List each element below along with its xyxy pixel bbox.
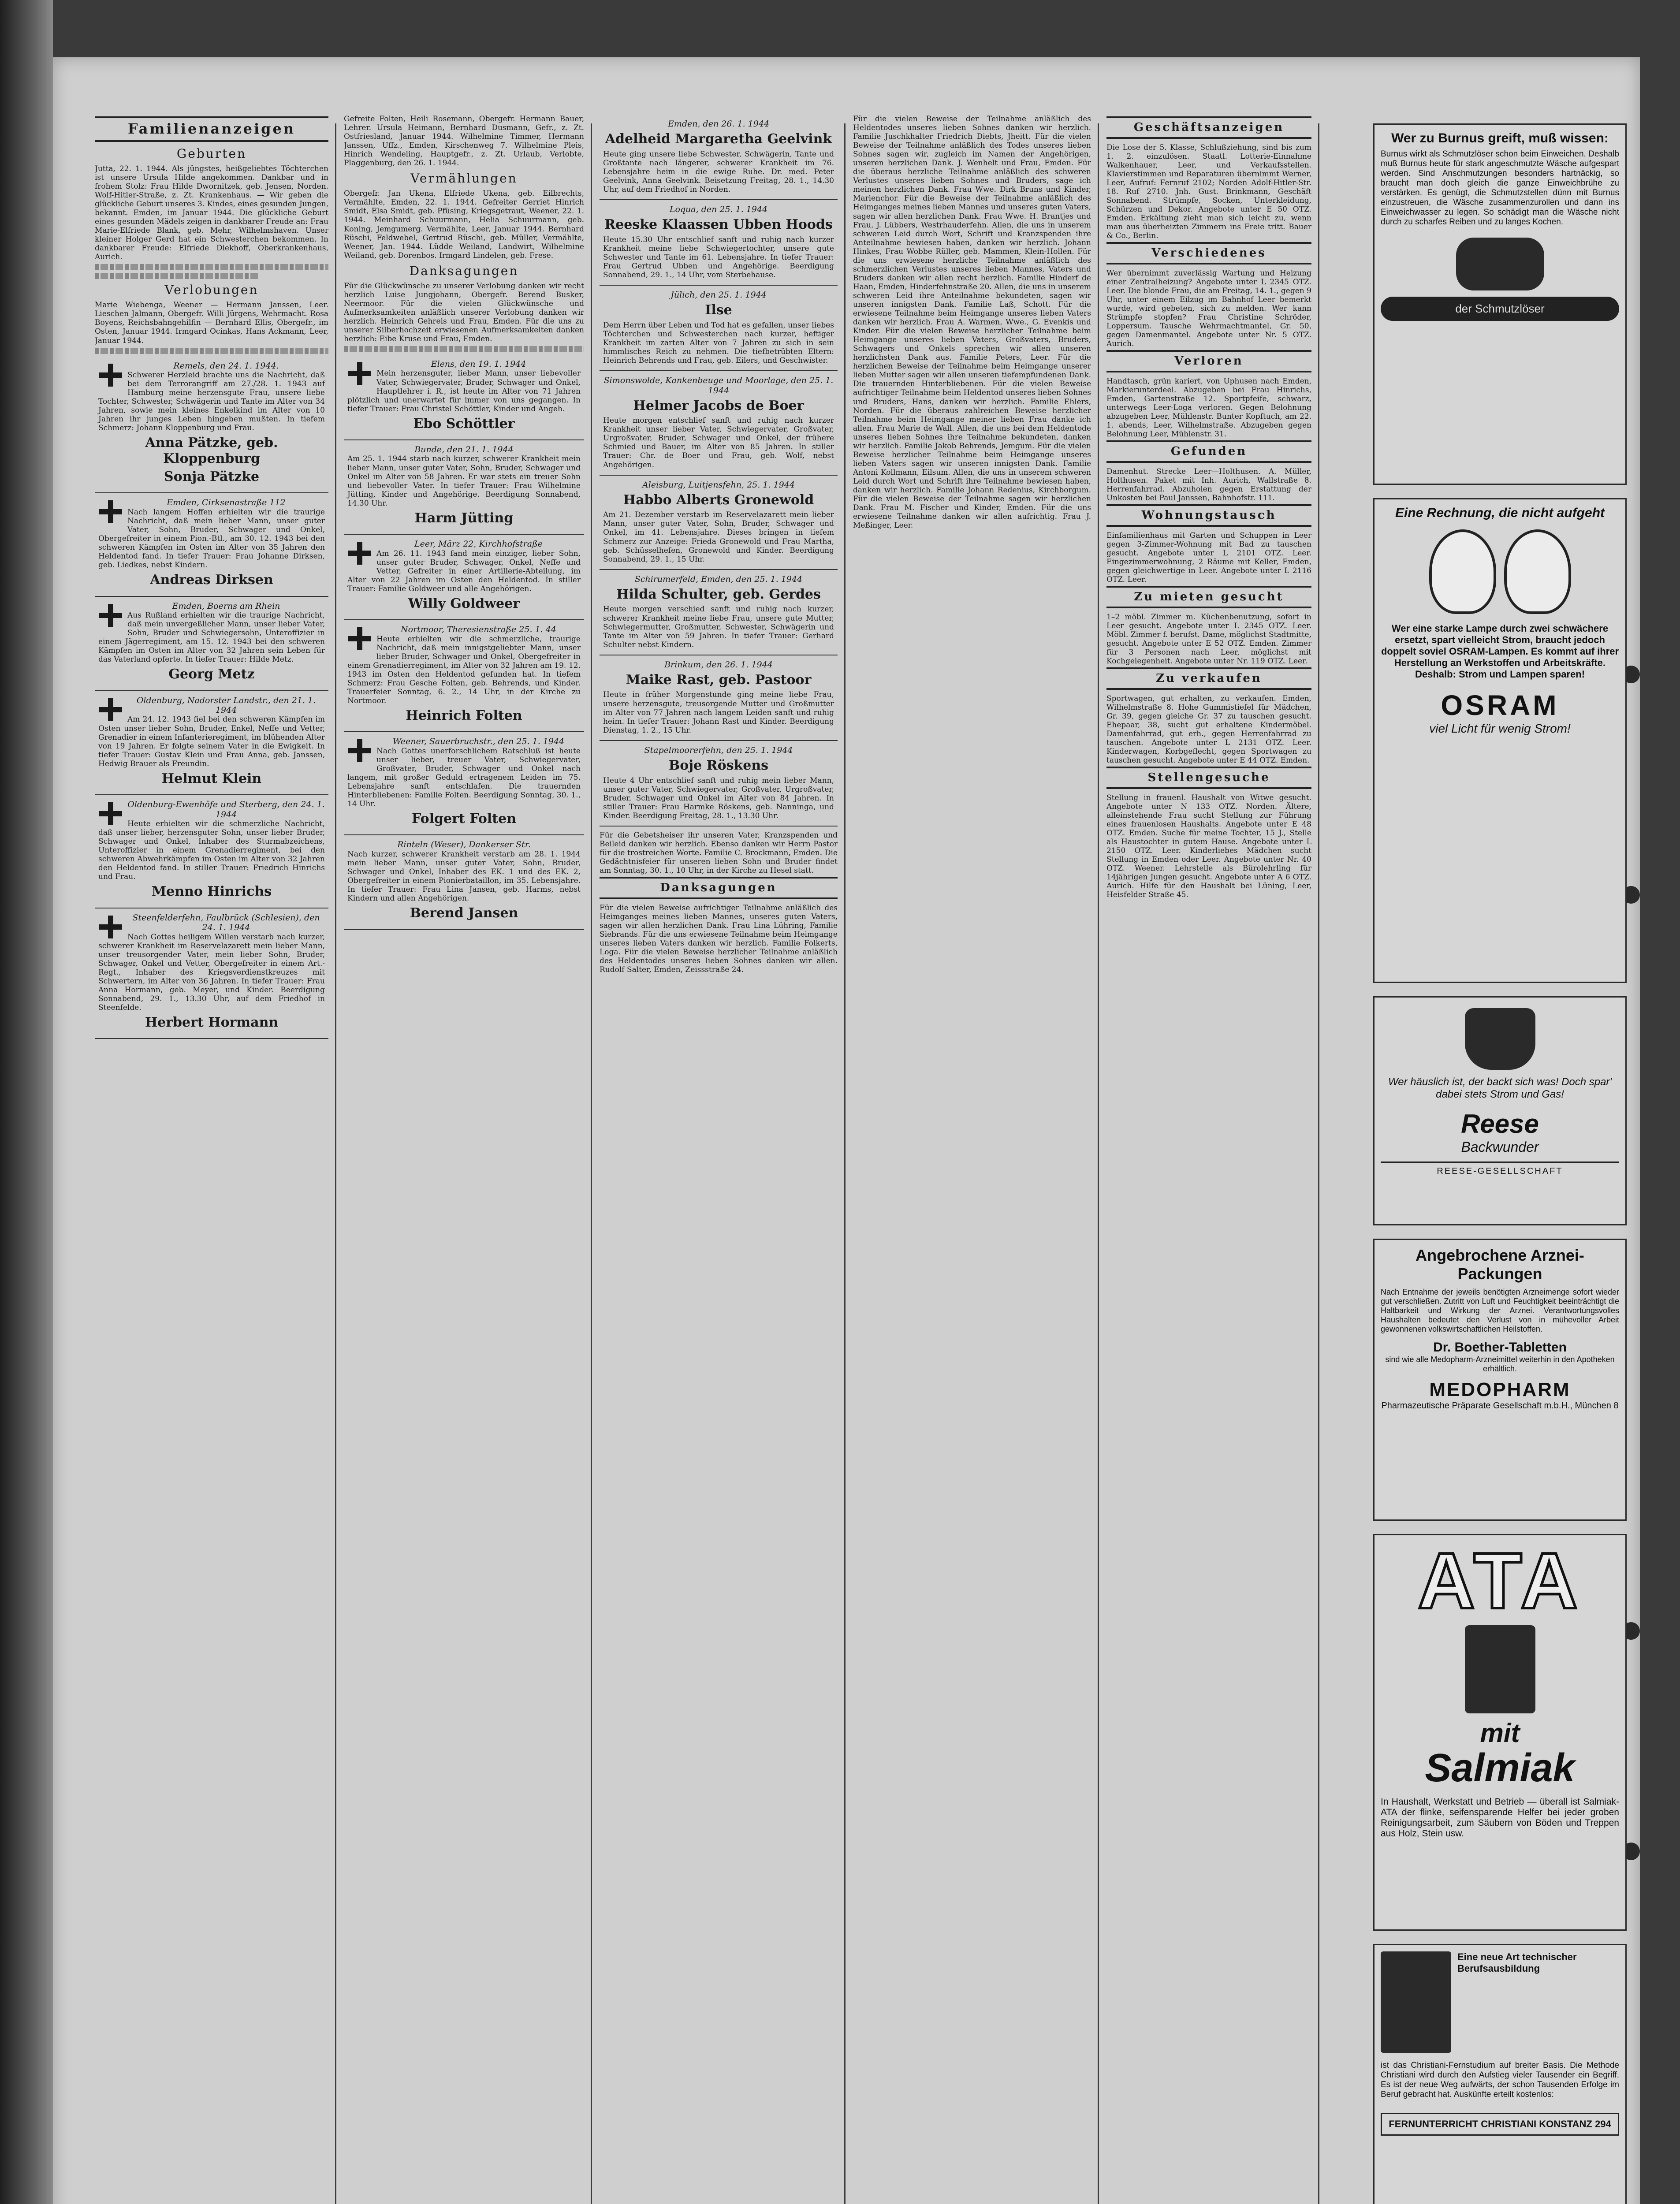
death-notice (600, 286, 838, 371)
housing-text: Einfamilienhaus mit Garten und Schuppen in Leer gegen 3-Zimmer-Wohnung mit Bad zu tauschen gesucht. Angebote unter L 2101 OTZ. Leer. Eingezimmerwohnung, 2 Räume mit Keller, Emden, gegen gleichwertige in Leer. Angebote unter L 2116 OTZ. Leer. (1106, 531, 1311, 585)
business-text: Die Lose der 5. Klasse, Schlußziehung, sind bis zum 1. 2. einzulösen. Staatl. Lotterie-Einnahme Walkenhauer, Leer, und Verkaufsstellen. Klavierstimmen und Reparaturen übernimmt Werner, Leer, Aufruf: Fernruf 2102; Norden Adolf-Hitler-Str. 18. Ruf 2710. Jnh. Gust. Brinkmann, Geschäft Sonnabend. Strümpfe, Socken, Unterkleidung, Schürzen und Dekor. Angebote unter E 50 OTZ. Emden. Erkältung zieht man sich leicht zu, wenn man aus überheizten Zimmern ins Freie tritt. Bauer & Co., Berlin. (1106, 143, 1311, 241)
notice-place: Emden, Cirksenastraße 112 (167, 498, 286, 508)
notice-text: Nach Gottes unerforschlichem Ratschluß ist heute unser lieber, treuer Vater, Schwiegervater, Großvater, Bruder, Schwager und Onkel nach langem, mit großer Geduld ertragenem Leiden im 75. Lebensjahre sanft entschlafen. Die trauernden Hinterbliebenen: Familie Folten. Beerdigung Sonntag, 30. 1., 14 Uhr. (347, 746, 581, 809)
bulb-icon (1504, 529, 1571, 614)
notice-text: Schwerer Herzleid brachte uns die Nachricht, daß bei dem Terrorangriff am 27./28. 1. 1943 auf Hamburg meine herzensgute Frau, unsere liebe Tochter, Schwester, Schwägerin und Tante im Alter von 34 Jahren, sowie mein kleines Enkelkind im Alter von 10 Jahren ihr junges Leben hingeben mußten. In tiefem Schmerz: Johann Kloppenburg und Frau. (98, 370, 325, 433)
death-notice (344, 535, 584, 620)
column-rule (335, 123, 336, 2204)
notice-text: Heute erhielten wir die schmerzliche Nachricht, daß unser lieber, herzensguter Sohn, unser lieber Bruder, Schwager und Onkel, Inhaber des Sturmabzeichens, Unteroffizier in einem Grenadierregiment, bei den schweren Abwehrkämpfen im Osten im Alter von 32 Jahren den Heldentod fand. In stiller Trauer: Friedrich Hinrichs und Frau. (98, 819, 325, 882)
sell-text: Sportwagen, gut erhalten, zu verkaufen. Emden, Wilhelmstraße 8. Hohe Gummistiefel für Mädchen, Gr. 39, gegen gleiche Gr. 37 zu tauschen gesucht. Ehepaar, 38, sucht gut erhaltene Kindermöbel. Damenfahrrad, gut erh., gegen Herrenfahrrad zu tauschen. Angebote unter L 2131 OTZ. Leer. Kinderwagen, Korbgeflecht, gegen Sportwagen zu tauschen gesucht. Angebote unter E 44 OTZ. Emden. (1106, 694, 1311, 765)
notice-name: Herbert Hormann (145, 1014, 279, 1030)
reese-ad (1373, 996, 1627, 1225)
births-title: Geburten (176, 146, 247, 161)
notice-text: Heute morgen entschlief sanft und ruhig nach kurzer Krankheit unser lieber Vater, Schwiegervater, Großvater, Urgroßvater, Bruder, Schwager und Onkel, der frühere Schmied und Bauer, im Alter von 85 Jahren. In stiller Trauer: Chr. de Boer und Frau, geb. Wolf, nebst Angehörigen. (603, 416, 834, 469)
death-notice (600, 476, 838, 570)
column-rule (1098, 123, 1099, 2204)
births-text: Jutta, 22. 1. 1944. Als jüngstes, heißgeliebtes Töchterchen ist unsere Ursula Hilde angekommen. Dankbar und in frohem Stolz: Frau Hilde Dwornitzek, geb. Jensen, Norden. Wolf-Hitler-Straße, z. Zt. Krankenhaus. — Wir geben die glückliche Geburt unseres 3. Kindes, eines gesunden Jungen, bekannt. Emden, im Januar 1944. Die glückliche Geburt eines gesunden Mädels zeigen in dankbarer Freude an: Frau Marie-Elfriede Blank, geb. Mehr, Wilhelmshaven. Unser kleiner Holger Gerd hat ein Schwesterchen bekommen. In dankbarer Freude: Elfriede Diekhoff, Oberkrankenhaus, Aurich. (95, 164, 328, 262)
death-notice (600, 371, 838, 475)
death-notice (600, 741, 838, 826)
column-3 (600, 115, 838, 2204)
section-title: Familienanzeigen (95, 116, 328, 142)
notice-name: Helmut Klein (161, 771, 262, 786)
death-notice (600, 115, 838, 200)
ad-body: Burnus wirkt als Schmutzlöser schon beim Einweichen. Deshalb muß Burnus heute für stark angeschmutzte Wäsche aufgespart werden. Sind Anschmutzungen besonders hartnäckig, so braucht man doch gleich die ganze Einweichbrühe zu verstärken. Es genügt, die Schmutzstellen dünn mit Burnus einzustreuen, die Wäsche zusammenzurollen und dann ins Einweichwasser zu legen. So schädigt man die Wäsche nicht durch zu scharfes Reiben und zu langes Kochen. (1381, 149, 1619, 227)
osram-ad (1373, 498, 1627, 983)
notice-text: Am 21. Dezember verstarb im Reservelazarett mein lieber Mann, unser guter Vater, Sohn, Bruder, Schwager und Onkel, im 41. Lebensjahre. Dieses bringen in tiefem Schmerz zur Anzeige: Frieda Gronewold und Frau Martha, geb. Schüsselhefen, Gronewold und Kinder. Beerdigung Sonnabend, 29. 1., 15 Uhr. (603, 510, 834, 564)
notice-text: Heute 4 Uhr entschlief sanft und ruhig mein lieber Mann, unser guter Vater, Schwiegervater, Großvater, Urgroßvater, Bruder, Schwager und Onkel im Alter von 84 Jahren. In stiller Trauer: Frau Harmke Röskens, geb. Nanninga, und Kinder. Beerdigung Freitag, 28. 1., 13.30 Uhr. (603, 776, 834, 820)
notice-place: Steenfelderfehn, Faulbrück (Schlesien), den 24. 1. 1944 (132, 912, 320, 933)
death-notice (600, 570, 838, 655)
thanks-title: Danksagungen (409, 263, 519, 278)
ad-body: In Haushalt, Werkstatt und Betrieb — überall ist Salmiak-ATA der flinke, seifensparende Helfer bei jeder groben Reinigungsarbeit, zum Säubern von Böden und Treppen aus Holz, Stein usw. (1381, 1797, 1619, 1839)
notice-name: Willy Goldweer (408, 596, 520, 611)
notice-text: Am 25. 1. 1944 starb nach kurzer, schwerer Krankheit mein lieber Mann, unser guter Vater, Sohn, Bruder, Schwager und Onkel im Alter von 58 Jahren. Er war stets ein treuer Sohn und liebevoller Vater. In tiefer Trauer: Frau Wilhelmine Jütting, Kinder und Angehörige. Beerdigung Sonnabend, 14.30 Uhr. (347, 454, 581, 508)
notice-name: Anna Pätzke, geb. Kloppenburg (145, 435, 278, 466)
notice-text: Nach langem Hoffen erhielten wir die traurige Nachricht, daß mein lieber Mann, unser guter Vater, Sohn, Bruder, Schwager und Onkel, Obergefreiter in einem Pion.-Btl., am 30. 12. 1943 bei den schweren Kämpfen im Osten im Alter von 35 Jahren den Heldentod fand. In tiefer Trauer: Frau Johanne Dirksen, geb. Liedkes, nebst Kindern. (98, 507, 325, 570)
ad-subtitle: Backwunder (1461, 1139, 1539, 1155)
notice-place: Leer, März 22, Kirchhofstraße (414, 539, 543, 549)
notice-place: Remels, den 24. 1. 1944. (173, 361, 279, 371)
lost-title: Verloren (1106, 350, 1311, 372)
notice-place: Elens, den 19. 1. 1944 (431, 359, 526, 369)
engagements-title: Verlobungen (164, 283, 259, 298)
notice-text: Aus Rußland erhielten wir die traurige Nachricht, daß mein unvergeßlicher Mann, unser lieber Vater, Sohn, Bruder und Schwiegersohn, Unteroffizier in einem Jägerregiment, am 15. 12. 1943 bei den schweren Kämpfen im Osten im Alter von 32 Jahren sein Leben für das Vaterland opferte. In tiefer Trauer: Hilde Metz. (98, 611, 325, 664)
ata-logo: ATA (1417, 1537, 1583, 1625)
notice-text: Heute in früher Morgenstunde ging meine liebe Frau, unsere herzensgute, treusorgende Mutter und Großmutter im Alter von 77 Jahren nach langem Leiden sanft und ruhig heim. In tiefer Trauer: Johann Rast und Kinder. Beerdigung Dienstag, 1. 2., 15 Uhr. (603, 690, 834, 735)
engagements-text: Marie Wiebenga, Weener — Hermann Janssen, Leer. Lieschen Jalmann, Obergefr. Willi Jürgens, Wehrmacht. Rosa Boyens, Reichsbahngehilfin — Bernhard Ellis, Obergefr., im Osten, Januar 1944. Irmgard Ocinkas, Hans Ackmann, Leer, Januar 1944. (95, 301, 328, 345)
rent-title: Zu mieten gesucht (1106, 586, 1311, 608)
notice-place: Emden, Boerns am Rhein (172, 601, 280, 611)
notice-text: Heute morgen verschied sanft und ruhig nach kurzer, schwerer Krankheit meine liebe Frau, unsere gute Mutter, Schwiegermutter, Großmutter, Schwester, Schwägerin und Tante im Alter von 59 Jahren. In tiefer Trauer: Gerhard Schulter nebst Kindern. (603, 605, 834, 649)
death-notice (95, 493, 328, 596)
ad-headline: Eine neue Art technischer Berufsausbildung (1457, 1951, 1577, 1974)
jobs-text: Stellung in frauenl. Haushalt von Witwe gesucht. Angebote unter N 133 OTZ. Norden. Ältere, alleinstehende Frau sucht Stellung zur Führung eines frauenlosen Haushalts. Angebote unter E 48 OTZ. Emden. Suche für meine Tochter, 15 J., Stelle als Haustochter in gutem Hause. Angebote unter L 2150 OTZ. Leer. Kinderliebes Mädchen sucht Stellung in Emden oder Leer. Angebote unter Nr. 40 OTZ. Weener. Lehrstelle als Bürolehrling für 14jährigen Jungen gesucht. Angebote unter A 6 OTZ. Aurich. Hilfe für den Haushalt bei Lüning, Leer, Heisfelder Straße 45. (1106, 793, 1311, 900)
notice-place: Emden, den 26. 1. 1944 (667, 119, 770, 129)
bulb-icon (1429, 529, 1496, 614)
notice-place: Nortmoor, Theresienstraße 25. 1. 44 (401, 625, 556, 635)
christiani-ad (1373, 1944, 1627, 2204)
iron-cross-icon (98, 499, 123, 524)
notice-place: Weener, Sauerbruchstr., den 25. 1. 1944 (392, 737, 565, 747)
notice-text: Dem Herrn über Leben und Tod hat es gefallen, unser liebes Töchterchen und Schwesterchen nach kurzer, heftiger Krankheit im zarten Alter von 7 Jahren zu sich in sein himmlisches Reich zu nehmen. Die tiefbetrübten Eltern: Heinrich Behrends und Frau, geb. Eilers, und Geschwister. (603, 320, 834, 365)
notice-place: Bunde, den 21. 1. 1944 (414, 445, 514, 455)
notice-text: Mein herzensguter, lieber Mann, unser liebevoller Vater, Schwiegervater, Bruder, Schwager und Onkel, Hauptlehrer i. R., ist heute im Alter von 71 Jahren plötzlich und unerwartet für immer von uns gegangen. In tiefer Trauer: Frau Christel Schöttler, Kinder und Angeh. (347, 369, 581, 413)
notice-place: Brinkum, den 26. 1. 1944 (664, 659, 773, 670)
notice-name: Berend Jansen (410, 905, 518, 921)
notice-name: Helmer Jacobs de Boer (633, 398, 804, 413)
ad-company: Pharmazeutische Präparate Gesellschaft m.b.H., München 8 (1381, 1401, 1619, 1411)
iron-cross-icon (98, 801, 123, 826)
jobs-title: Stellengesuche (1106, 767, 1311, 789)
column-2 (344, 115, 584, 2204)
notice-text: Am 24. 12. 1943 fiel bei den schweren Kämpfen im Osten unser lieber Sohn, Bruder, Enkel, Neffe und Vetter, Grenadier in einem Infanterieregiment, im blühenden Alter von 19 Jahren. Er folgte seinem Vater in die Ewigkeit. In tiefer Trauer: Gustav Klein und Frau Anna, geb. Janssen, Hedwig Brauer als Freundin. (98, 715, 325, 768)
osram-logo: OSRAM (1441, 689, 1559, 721)
iron-cross-icon (347, 626, 372, 651)
column-rule (1318, 123, 1319, 2204)
iron-cross-icon (347, 541, 372, 566)
housing-title: Wohnungstausch (1106, 504, 1311, 527)
cake-pan-icon (1465, 1008, 1535, 1070)
ad-footer: FERNUNTERRICHT CHRISTIANI KONSTANZ 294 (1381, 2113, 1619, 2136)
column-5 (1106, 115, 1311, 2204)
ata-box-icon (1465, 1625, 1535, 1713)
ad-product: Dr. Boether-Tabletten (1433, 1340, 1567, 1355)
thanks-text: Für die Glückwünsche zu unserer Verlobung danken wir recht herzlich Luise Jungjohann, Obergefr. Berend Busker, Neermoor. Für die vielen Glückwünsche und Aufmerksamkeiten anläßlich unserer Verlobung danken wir herzlich. Heinrich Gehrels und Frau, Emden. Für die uns zu unserer Silberhochzeit erwiesenen Aufmerksamkeiten danken herzlich: Eibe Kruse und Frau, Emden. (344, 281, 584, 343)
ad-headline: Eine Rechnung, die nicht aufgeht (1395, 506, 1605, 520)
notice-name: Ebo Schöttler (413, 416, 515, 432)
death-notice (344, 440, 584, 535)
notice-place: Stapelmoorerfehn, den 25. 1. 1944 (644, 745, 793, 755)
column-rule (844, 123, 846, 2204)
notice-place: Aleisburg, Luitjensfehn, 25. 1. 1944 (642, 480, 795, 490)
misc-text: Wer übernimmt zuverlässig Wartung und Heizung einer Zentralheizung? Angebote unter L 2345 OTZ. Leer. Die blonde Frau, die am Freitag, 14. 1., gegen 9 Uhr, unter einem Eilzug im Bahnhof Leer bemerkt wurde, wird gebeten, sich zu melden. Wer kann Strümpfe stopfen? Frau Christine Schröder, Loppersum. Tausche Wehrmachtmantel, Gr. 50, gegen Damenmantel. Angebote unter Nr. 5 OTZ. Aurich. (1106, 268, 1311, 349)
ad-salmiak: Salmiak (1425, 1746, 1575, 1790)
ad-note: sind wie alle Medopharm-Arzneimittel weiterhin in den Apotheken erhältlich. (1385, 1355, 1615, 1373)
notice-name: Reeske Klaassen Ubben Hoods (604, 217, 833, 233)
column-4 (853, 115, 1091, 2204)
rent-text: 1–2 möbl. Zimmer m. Küchenbenutzung, sofort in Leer gesucht. Angebote unter L 2345 OTZ. Leer. Möbl. Zimmer f. berufst. Dame, möglichst Stadtmitte, gesucht. Angebote unter E 52 OTZ. Emden. Zimmer für 3 Personen nach Leer, möglichst mit Kochgelegenheit. Angebote unter Nr. 119 OTZ. Leer. (1106, 612, 1311, 666)
iron-cross-icon (98, 603, 123, 628)
newspaper-page (53, 57, 1640, 2204)
notice-name: Menno Hinrichs (151, 884, 272, 900)
death-notice (95, 795, 328, 908)
notice-name: Heinrich Folten (406, 707, 522, 723)
notice-text: Nach Gottes heiligem Willen verstarb nach kurzer, schwerer Krankheit im Reservelazarett mein lieber Mann, unser treusorgender Vater, mein lieber Sohn, Bruder, Schwager, Onkel und Vetter, Obergefreiter in einem Art.-Regt., Inhaber des Kriegsverdienstkreuzes mit Schwertern, im Alter von 36 Jahren. In tiefer Trauer: Frau Anna Hormann, geb. Meyer, und Kinder. Beerdigung Sonnabend, 29. 1., 13.30 Uhr, auf dem Friedhof in Steenfelde. (98, 932, 325, 1012)
notice-place: Loqua, den 25. 1. 1944 (669, 205, 768, 215)
notice-name: Adelheid Margaretha Geelvink (605, 131, 832, 147)
notice-place: Rinteln (Weser), Dankerser Str. (397, 840, 531, 850)
misc-title: Verschiedenes (1106, 242, 1311, 264)
death-notice (95, 597, 328, 691)
burnus-pack-icon (1456, 238, 1544, 290)
ad-company: REESE-GESELLSCHAFT (1381, 1162, 1619, 1176)
death-notice (344, 620, 584, 732)
medopharm-ad (1373, 1239, 1627, 1521)
iron-cross-icon (98, 697, 123, 722)
notice-text: Heute 15.30 Uhr entschlief sanft und ruhig nach kurzer Krankheit meine liebe Schwiegertochter, unsere gute Schwester und Tante im 61. Lebensjahre. In tiefer Trauer: Frau Gertrud Ubben und Angehörige. Beerdigung Sonnabend, 29. 1., 14 Uhr, vom Sterbehause. (603, 235, 834, 280)
notice-name: Folgert Folten (411, 811, 517, 827)
notice-name: Habbo Alberts Gronewold (623, 492, 814, 508)
ad-mit: mit (1480, 1718, 1520, 1748)
sell-title: Zu verkaufen (1106, 667, 1311, 690)
death-notice (344, 355, 584, 440)
death-notice (344, 732, 584, 835)
notice-name: Harm Jütting (414, 510, 514, 526)
thanks-title: Danksagungen (600, 877, 838, 899)
iron-cross-icon (98, 363, 123, 387)
ad-body: ist das Christiani-Fernstudium auf breiter Basis. Die Methode Christiani wird durch den Aufstieg vieler Tausender ein Begriff. Es ist der neue Weg aufwärts, der schon Tausenden Erfolge im Beruf gebracht hat. Auskünfte erteilt kostenlos: (1381, 2061, 1619, 2099)
burnus-ad (1373, 123, 1627, 485)
notice-name: Maike Rast, geb. Pastoor (626, 672, 812, 688)
lamp-icons (1381, 529, 1619, 614)
ad-slogan: viel Licht für wenig Strom! (1429, 722, 1571, 735)
death-notice (600, 655, 838, 741)
notice-text: Nach kurzer, schwerer Krankheit verstarb am 28. 1. 1944 mein lieber Mann, unser guter Vater, Sohn, Bruder, Schwager und Onkel, Inhaber des EK. 1 und des EK. 2, Obergefreiter in einem Pionierbataillon, im 35. Lebensjahre. In tiefer Trauer: Frau Lina Jansen, geb. Harms, nebst Kindern und allen Angehörigen. (347, 849, 581, 903)
column-rule (591, 123, 592, 2204)
notice-place: Oldenburg-Ewenhöfe und Sterberg, den 24. 1. 1944 (127, 800, 325, 819)
notice-name: Boje Röskens (668, 758, 769, 774)
death-notice (95, 908, 328, 1039)
book-icon (1381, 1951, 1451, 2053)
notice-place: Simonswolde, Kankenbeuge und Moorlage, den 25. 1. 1944 (603, 376, 834, 395)
medopharm-logo: MEDOPHARM (1429, 1379, 1571, 1400)
notice-name: Hilda Schulter, geb. Gerdes (616, 587, 821, 603)
iron-cross-icon (98, 915, 123, 939)
lost-text: Handtasch, grün kariert, von Uphusen nach Emden, Markierunterdeel. Abzugeben bei Frau Hinrichs, Emden, Gartenstraße 12. Sportpfeife, schwarz, unterwegs Leer-Loga verloren. Gegen Belohnung abzugeben Leer, Mühlenstr. Bunter Kopftuch, am 22. 1. abends, Leer, Wilhelmstraße. Abzugeben gegen Belohnung Leer, Mühlenstr. 31. (1106, 376, 1311, 439)
business-title: Geschäftsanzeigen (1106, 116, 1311, 139)
weddings-title: Vermählungen (410, 171, 518, 186)
found-text: Damenhut. Strecke Leer—Holthusen. A. Müller, Holthusen. Paket mit Inh. Aurich, Wallstraße 8. Herrenfahrrad. Abzuholen gegen Erstattung der Unkosten bei Paul Janssen, Bahnhofstr. 111. (1106, 467, 1311, 503)
weddings-text: Obergefr. Jan Ukena, Elfriede Ukena, geb. Eilbrechts, Vermählte, Emden, 22. 1. 1944. Gefreiter Gerriet Hinrich Smidt, Elsa Smidt, geb. Pfüsing, Kriegsgetraut, Weener, 22. 1. 1944. Meinhard Schuurmann, Helia Schuurmann, geb. Koning, Jemgumerg. Vermählte, Leer, Januar 1944. Bernhard Rüschi, Feldwebel, Gertrud Rüschi, geb. Müller, Vermählte, Weener, Jan. 1944. Lüdde Weiland, Landwirt, Wilhelmine Weiland, geb. Dorenbos. Irmgard Lindelen, geb. Frese. (344, 189, 584, 260)
notice-place: Oldenburg, Nadorster Landstr., den 21. 1. 1944 (136, 695, 316, 715)
notice-text: Am 26. 11. 1943 fand mein einziger, lieber Sohn, unser guter Bruder, Schwager, Onkel, Neffe und Vetter, Gefreiter in einer Artillerie-Abteilung, im Alter von 22 Jahren im Osten den Heldentod. In stiller Trauer: Familie Goldweer und alle Angehörigen. (347, 549, 581, 593)
iron-cross-icon (347, 361, 372, 386)
notice-name: Sonja Pätzke (164, 469, 260, 485)
ata-ad (1373, 1534, 1627, 1931)
reese-logo: Reese (1461, 1109, 1539, 1139)
ad-body: Nach Entnahme der jeweils benötigten Arzneimenge sofort wieder gut verschließen. Zutritt von Luft und Feuchtigkeit beeinträchtigt die Haltbarkeit und Wirkung der Arznei. Verantwortungsvolles Haushalten bedeutet den Verlust von in mühevoller Arbeit gewonnenen volkswirtschaftlichen Heilstoffen. (1381, 1288, 1619, 1333)
thanks-notices: Für die vielen Beweise der Teilnahme anläßlich des Heldentodes unseres lieben Sohnes danken wir herzlich. Familie Juschkhalter Friedrich Diebts, Jheitt. Für die vielen Beweise der Teilnahme anläßlich des Todes unseres lieben Sohnes sagen wir, zugleich im Namen der Angehörigen, unseren herzlichen Dank. J. Wenhelt und Frau, Emden. Für die überaus herzliche Teilnahme anläßlich des schweren Verlustes unseres lieben Sohnes und Bruders, sage ich meinen herzlichen Dank. Frau Wwe. Dirk Bruns und Kinder, Marienchor. Für die Beweise der Teilnahme anläßlich des Heimganges meines lieben Mannes und unseres guten Vaters, sagen wir allen herzlichen Dank. Frau Wwe. H. Brantjes und Frau, J. Lübbers, Westrhauderfehn. Allen, die uns in unserem schweren Leid durch Wort, Schrift und Kranzspenden ihre Anteilnahme bewiesen haben, danken wir herzlich. Johann Hinkes, Frau Wobbe Rüller, geb. Mammen, Klein-Hollen. Für die uns erwiesene herzliche Teilnahme anläßlich des schmerzlichen Verlustes unseres lieben Mannes, Vaters und Bruders danken wir allen recht herzlich. Familie Hinderf de Haan, Emden, Hinderfehnstraße 20. Allen, die uns in unserem schweren Leid ihre Anteilnahme bekundeten, sagen wir unseren innigsten Dank. Familie Laß, Schott. Für die erwiesene Teilnahme beim Heimgange unseres lieben Vaters danken wir herzlich. Frau A. Warmen, Wwe., G. Evenkis und Kinder. Für die vielen Beweise herzlicher Teilnahme beim Heimgange unseres lieben Vaters, Großvaters, Bruders, Schwagers und Onkels sprechen wir allen unseren herzlichsten Dank aus. Familie Peters, Leer. Für die herzlichen Beweise der Teilnahme beim Heimgange unserer lieben Mutter sagen wir allen unseren tiefempfundenen Dank. Die trauernden Hinterbliebenen. Für die vielen Beweise aufrichtiger Teilnahme beim Heldentod unseres lieben Sohnes und Bruders, Hans, danken wir herzlich. Familie Ehlers, Norden. Für die überaus zahlreichen Beweise herzlicher Teilnahme beim Heimgange meiner lieben Frau danke ich allen. Frau Marie de Wall. Allen, die uns bei dem Heldentode unseres lieben Sohnes ihre Teilnahme bekundeten, danken wir herzlich. Familie Jakob Behrends, Jemgum. Für die vielen Beweise herzlicher Teilnahme beim Heimgange unseres lieben Vaters sagen wir unseren innigsten Dank. Familie Antoni Kollmann, Eilsum. Allen, die uns in unserem schweren Leid durch Wort und Schrift ihre Teilnahme bewiesen haben, danken wir herzlich. Familie Johann Redenius, Kirchborgum. Für die vielen Beweise der Teilnahme sagen wir herzlichen Dank. Frau M. Fischer und Kinder, Emden. Für die uns erwiesene Teilnahme danken wir allen aufrichtig. Frau J. Meßinger, Leer. (853, 115, 1091, 530)
death-notice (95, 691, 328, 795)
ad-headline: Angebrochene Arznei-Packungen (1416, 1246, 1584, 1283)
death-notice (600, 200, 838, 286)
ad-headline: Wer zu Burnus greift, muß wissen: (1391, 131, 1609, 145)
ad-body: Wer eine starke Lampe durch zwei schwächere ersetzt, spart vielleicht Strom, braucht jedoch doppelt soviel OSRAM-Lampen. Es kommt auf ihrer Herstellung an Werkstoffen und Arbeitskräfte. Deshalb: Strom und Lampen sparen! (1381, 623, 1619, 680)
notice-name: Ilse (705, 302, 732, 318)
notice-name: Andreas Dirksen (150, 572, 273, 588)
death-notice (95, 357, 328, 494)
notice-text: Heute ging unsere liebe Schwester, Schwägerin, Tante und Großtante nach längerer, schwerer Krankheit im 76. Lebensjahre heim in die ewige Ruhe. Dr. med. Peter Geelvink, Anna Geelvink. Beisetzung Freitag, 28. 1., 14.30 Uhr, auf dem Friedhof in Norden. (603, 149, 834, 194)
scan-edge (0, 0, 53, 2204)
found-title: Gefunden (1106, 440, 1311, 463)
notice-text: Heute erhielten wir die schmerzliche, traurige Nachricht, daß mein innigstgeliebter Mann, unser lieber Bruder, Schwager und Onkel, Obergefreiter in einem Grenadierregiment, im Alter von 32 Jahren am 19. 12. 1943 im Osten den Heldentod gefunden hat. In tiefem Schmerz: Frau Gesche Folten, geb. Behrends, und Kinder. Trauerfeier Sonntag, 6. 2., 14 Uhr, in der Kirche zu Nortmoor. (347, 634, 581, 705)
ad-headline: Wer häuslich ist, der backt sich was! Doch spar' dabei stets Strom und Gas! (1388, 1076, 1612, 1100)
thanks-text: Für die vielen Beweise aufrichtiger Teilnahme anläßlich des Heimganges meines lieben Mannes, unseres guten Vaters, sagen wir allen herzlichen Dank. Frau Lina Lühring, Familie Siebrands. Für die uns erwiesene Teilnahme beim Heimgange unseres lieben Vaters danken wir herzlich. Familie Folkerts, Loga. Für die vielen Beweise herzlicher Teilnahme anläßlich des Heldentodes unseres lieben Sohnes danken wir allen. Rudolf Salter, Emden, Zeissstraße 24. (600, 903, 838, 974)
notice-place: Schirumerfeld, Emden, den 25. 1. 1944 (634, 574, 803, 584)
iron-cross-icon (347, 738, 372, 763)
column-1 (95, 115, 328, 2204)
intro-text: Gefreite Folten, Heili Rosemann, Obergefr. Hermann Bauer, Lehrer. Ursula Heimann, Bernhard Dusmann, Gefr., z. Zt. Ostfriesland, Januar 1944. Wilhelmine Timmer, Hermann Janssen, Uffz., Emden, Kirschenweg 7. Wilhelmine Pleis, Hinrich Wendeling, Hauptgefr., z. Zt. Urlaub, Verlobte, Plaggenburg, den 26. 1. 1944. (344, 115, 584, 168)
notice-name: Georg Metz (168, 666, 255, 682)
death-notice (344, 835, 584, 930)
notice-place: Jülich, den 25. 1. 1944 (671, 290, 767, 300)
ad-tagline: der Schmutzlöser (1381, 297, 1619, 321)
after-text: Für die Gebetsheiser ihr unseren Vater, Kranzspenden und Beileid danken wir herzlich. Ebenso danken wir Herrn Pastor für die trostreichen Worte. Familie C. Brockmann, Emden. Die Gedächtnisfeier für unseren lieben Sohn und Bruder findet am Sonntag, 30. 1., 10 Uhr, in der Kirche zu Hesel statt. (600, 830, 838, 875)
